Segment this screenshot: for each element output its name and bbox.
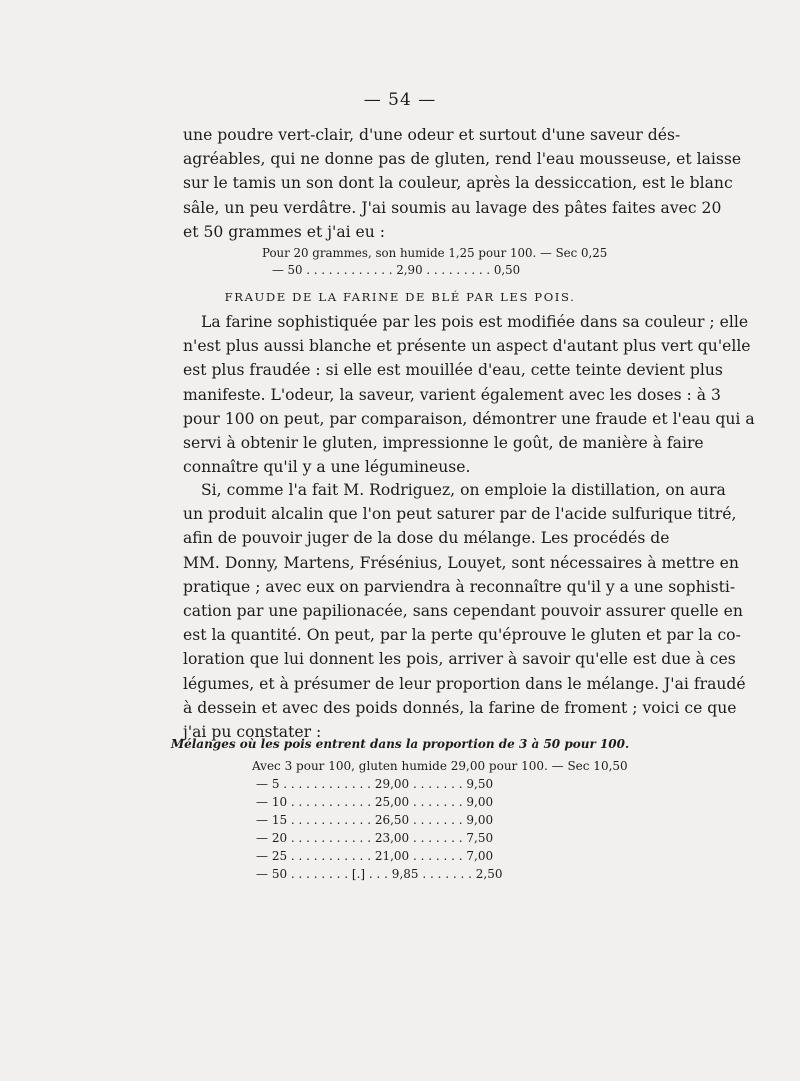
- text-line: cation par une papilionacée, sans cependant pouvoir assurer quelle en: [183, 602, 743, 621]
- measurement-line-2: — 50 . . . . . . . . . . . . 2,90 . . . . . . . . . 0,50: [272, 263, 521, 277]
- text-line: n'est plus aussi blanche et présente un aspect d'autant plus vert qu'elle: [183, 337, 751, 356]
- text-line: sur le tamis un son dont la couleur, après la dessiccation, est le blanc: [183, 174, 733, 193]
- measurement-line-1: Pour 20 grammes, son humide 1,25 pour 100. — Sec 0,25: [262, 246, 608, 260]
- text-line: sâle, un peu verdâtre. J'ai soumis au lavage des pâtes faites avec 20: [183, 198, 722, 217]
- text-line: une poudre vert-clair, d'une odeur et surtout d'une saveur dés-: [183, 126, 681, 144]
- text-line: pratique ; avec eux on parviendra à reconnaître qu'il y a une sophisti-: [183, 577, 736, 596]
- table-row: — 50 . . . . . . . . [.] . . . 9,85 . . . . . . . 2,50: [256, 867, 503, 881]
- text-line: est la quantité. On peut, par la perte qu'éprouve le gluten et par la co-: [183, 626, 741, 645]
- text-line: j'ai pu constater :: [183, 723, 322, 742]
- table-row: — 15 . . . . . . . . . . . 26,50 . . . . . . . 9,00: [256, 813, 494, 827]
- text-line: est plus fraudée : si elle est mouillée d'eau, cette teinte devient plus: [183, 361, 723, 380]
- text-line: MM. Donny, Martens, Frésénius, Louyet, sont nécessaires à mettre en: [183, 553, 739, 572]
- text-line: pour 100 on peut, par comparaison, démontrer une fraude et l'eau qui a: [183, 409, 755, 428]
- paragraph-2: [183, 310, 755, 479]
- table-row: — 10 . . . . . . . . . . . 25,00 . . . . . . . 9,00: [256, 795, 494, 809]
- section-heading: FRAUDE DE LA FARINE DE BLÉ PAR LES POIS.: [224, 290, 576, 304]
- text-line: légumes, et à présumer de leur proportion dans le mélange. J'ai fraudé: [183, 674, 746, 693]
- table-caption: Mélanges où les pois entrent dans la proportion de 3 à 50 pour 100.: [170, 737, 630, 751]
- text-line: loration que lui donnent les pois, arriver à savoir qu'elle est due à ces: [183, 650, 736, 669]
- page-number: — 54 —: [363, 90, 437, 110]
- table-row: Avec 3 pour 100, gluten humide 29,00 pour 100. — Sec 10,50: [252, 759, 628, 773]
- text-line: agréables, qui ne donne pas de gluten, rend l'eau mousseuse, et laisse: [183, 150, 742, 169]
- text-line: et 50 grammes et j'ai eu :: [183, 222, 386, 241]
- table-row: — 20 . . . . . . . . . . . 23,00 . . . . . . . 7,50: [256, 831, 494, 845]
- text-line: connaître qu'il y a une légumineuse.: [183, 458, 471, 477]
- text-line: à dessein et avec des poids donnés, la farine de froment ; voici ce que: [183, 698, 737, 717]
- text-line: servi à obtenir le gluten, impressionne le goût, de manière à faire: [183, 434, 704, 453]
- table-row: — 25 . . . . . . . . . . . 21,00 . . . . . . . 7,00: [256, 849, 494, 863]
- text-line: Si, comme l'a fait M. Rodriguez, on emploie la distillation, on aura: [201, 481, 726, 499]
- paragraph-3: [183, 478, 746, 744]
- text-line: un produit alcalin que l'on peut saturer par de l'acide sulfurique titré,: [183, 505, 737, 524]
- text-line: manifeste. L'odeur, la saveur, varient également avec les doses : à 3: [183, 385, 721, 404]
- table-row: — 5 . . . . . . . . . . . . 29,00 . . . . . . . 9,50: [256, 777, 494, 791]
- paragraph-1: [183, 123, 742, 244]
- text-line: afin de pouvoir juger de la dose du mélange. Les procédés de: [183, 529, 670, 548]
- text-line: La farine sophistiquée par les pois est modifiée dans sa couleur ; elle: [201, 313, 749, 331]
